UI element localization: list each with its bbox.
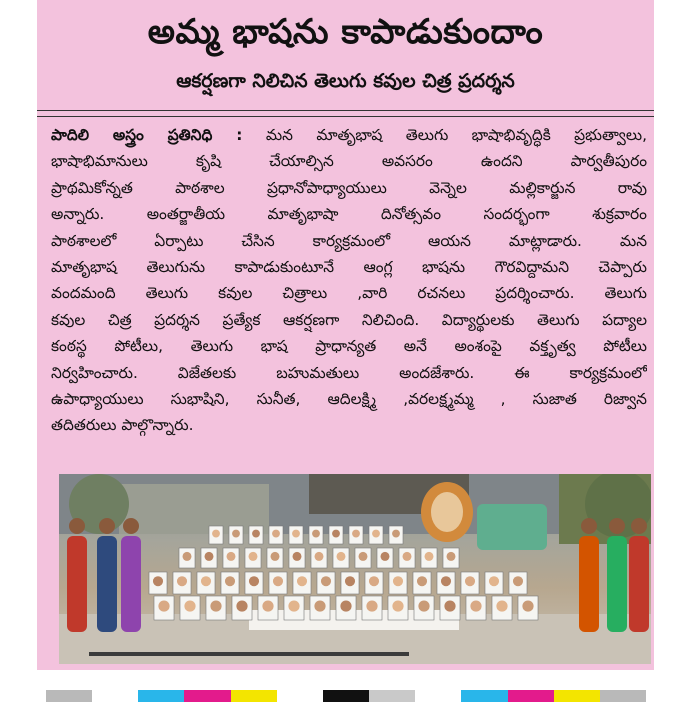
- article-line-text: మన మాతృభాష తెలుగు భాషాభివృద్ధికి ప్రభుత్వాలు,: [265, 126, 647, 144]
- article-line: ప్రాథమికోన్నత పాఠశాల ప్రధానోపాధ్యాయులు వెన్నెల మల్లికార్జున రావు: [51, 178, 647, 197]
- article-line: ఉపాధ్యాయులు సుభాషిని, సునీత, ఆదిలక్ష్మి ,వరలక్ష్మమ్మ , సుజాత రిజ్వాన: [51, 389, 647, 408]
- article-line: [51, 122, 647, 148]
- color-swatch: [138, 690, 184, 702]
- news-clipping: [37, 0, 654, 670]
- article-line: అన్నారు. అంతర్జాతీయ మాతృభాషా దినోత్సవం సందర్భంగా శుక్రవారం: [51, 205, 647, 224]
- divider-rule-top: [37, 110, 654, 111]
- article-line: వందమంది తెలుగు కవుల చిత్రాలు ,వారి రచనలు ప్రదర్శించారు. తెలుగు: [51, 284, 647, 303]
- color-swatch: [508, 690, 554, 702]
- color-swatch: [277, 690, 323, 702]
- color-swatch: [369, 690, 415, 702]
- article-line: తదితరులు పాల్గొన్నారు.: [51, 416, 194, 435]
- divider-rule-bottom: [37, 116, 654, 117]
- article-body: [51, 122, 647, 468]
- event-photo: [59, 474, 651, 664]
- print-color-bar: [46, 690, 646, 702]
- color-swatch: [184, 690, 230, 702]
- color-swatch: [600, 690, 646, 702]
- group-photo-exhibition-icon: [59, 474, 651, 664]
- byline: పాదిలి అస్త్రం ప్రతినిధి :: [51, 126, 243, 144]
- article-line: కంఠస్థ పోటీలు, తెలుగు భాష ప్రాధాన్యత అనే అంశంపై వక్తృత్వ పోటీలు: [51, 337, 647, 356]
- color-swatch: [231, 690, 277, 702]
- color-swatch: [415, 690, 461, 702]
- article-line: పాఠశాలలో ఏర్పాటు చేసిన కార్యక్రమంలో ఆయన మాట్లాడారు. మన: [51, 231, 647, 250]
- subheadline: ఆకర్షణగా నిలిచిన తెలుగు కవుల చిత్ర ప్రదర్శన: [176, 70, 515, 92]
- article-line: భాషాభిమానులు కృషి చేయాల్సిన అవసరం ఉందని పార్వతీపురం: [51, 152, 647, 171]
- color-swatch: [92, 690, 138, 702]
- headline: అమ్మ భాషను కాపాడుకుందాం: [147, 12, 544, 52]
- article-line: మాతృభాష తెలుగును కాపాడుకుంటూనే ఆంగ్ల భాషను గౌరవిద్దామని చెప్పారు: [51, 257, 647, 276]
- article-line: నిర్వహించారు. విజేతలకు బహుమతులు అందజేశారు. ఈ కార్యక్రమంలో: [51, 363, 647, 382]
- color-swatch: [461, 690, 507, 702]
- article-line: కవుల చిత్ర ప్రదర్శన ప్రత్యేక ఆకర్షణగా నిలిచింది. విద్యార్థులకు తెలుగు పద్యాల: [51, 310, 647, 329]
- color-swatch: [323, 690, 369, 702]
- color-swatch: [46, 690, 92, 702]
- color-swatch: [554, 690, 600, 702]
